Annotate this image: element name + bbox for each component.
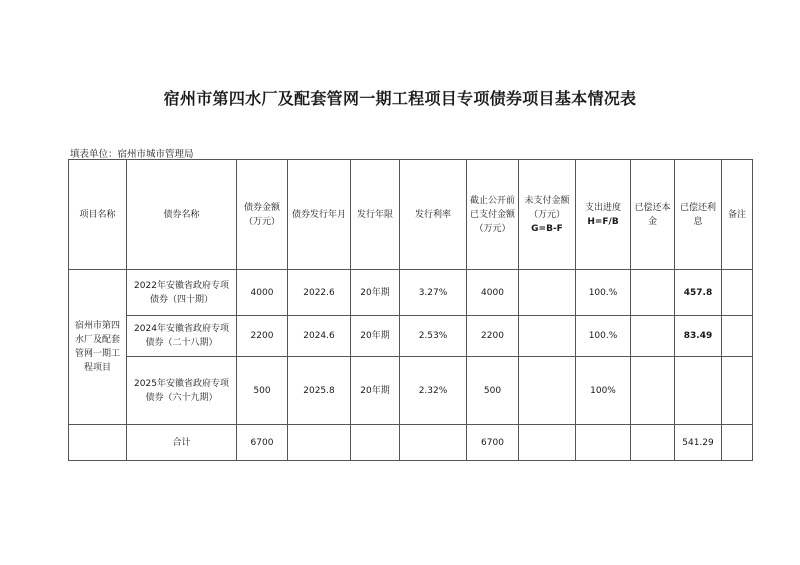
total-empty-cell bbox=[576, 425, 631, 461]
term-cell: 20年期 bbox=[351, 357, 400, 425]
header-repaid-interest: 已偿还利息 bbox=[675, 160, 722, 270]
paid-cell: 500 bbox=[467, 357, 519, 425]
header-unpaid-label: 未支付金额（万元） bbox=[524, 195, 570, 220]
header-progress bbox=[576, 160, 631, 270]
header-bond-amount: 债券金额（万元） bbox=[237, 160, 288, 270]
rate-cell: 2.32% bbox=[400, 357, 467, 425]
header-project-name: 项目名称 bbox=[69, 160, 127, 270]
issue-date-cell: 2024.6 bbox=[288, 316, 351, 357]
total-paid: 6700 bbox=[467, 425, 519, 461]
unpaid-cell bbox=[519, 316, 576, 357]
project-name-cell: 宿州市第四水厂及配套管网一期工程项目 bbox=[69, 270, 127, 425]
table-row bbox=[69, 357, 753, 425]
paid-cell: 2200 bbox=[467, 316, 519, 357]
table-row bbox=[69, 270, 753, 316]
unpaid-cell bbox=[519, 270, 576, 316]
header-progress-formula: H=F/B bbox=[587, 216, 619, 227]
progress-cell: 100% bbox=[576, 357, 631, 425]
principal-cell bbox=[631, 357, 675, 425]
principal-cell bbox=[631, 270, 675, 316]
amount-cell: 2200 bbox=[237, 316, 288, 357]
header-unpaid bbox=[519, 160, 576, 270]
remark-cell bbox=[722, 357, 753, 425]
header-repaid-principal: 已偿还本金 bbox=[631, 160, 675, 270]
amount-cell: 500 bbox=[237, 357, 288, 425]
unpaid-cell bbox=[519, 357, 576, 425]
progress-cell: 100.% bbox=[576, 270, 631, 316]
total-empty-cell bbox=[288, 425, 351, 461]
filling-unit: 填表单位：宿州市城市管理局 bbox=[70, 149, 194, 160]
total-empty-cell bbox=[519, 425, 576, 461]
total-empty-cell bbox=[351, 425, 400, 461]
header-unpaid-formula: G=B-F bbox=[531, 223, 563, 234]
total-label: 合计 bbox=[127, 425, 237, 461]
table-row bbox=[69, 316, 753, 357]
header-term: 发行年限 bbox=[351, 160, 400, 270]
header-issue-date: 债券发行年月 bbox=[288, 160, 351, 270]
rate-cell: 3.27% bbox=[400, 270, 467, 316]
document-title: 宿州市第四水厂及配套管网一期工程项目专项债券项目基本情况表 bbox=[163, 89, 637, 108]
term-cell: 20年期 bbox=[351, 316, 400, 357]
total-empty-cell bbox=[722, 425, 753, 461]
total-empty-cell bbox=[400, 425, 467, 461]
total-empty-cell bbox=[631, 425, 675, 461]
header-paid-before: 截止公开前已支付金额（万元） bbox=[467, 160, 519, 270]
interest-cell: 457.8 bbox=[675, 270, 722, 316]
term-cell: 20年期 bbox=[351, 270, 400, 316]
header-bond-name: 债券名称 bbox=[127, 160, 237, 270]
remark-cell bbox=[722, 270, 753, 316]
rate-cell: 2.53% bbox=[400, 316, 467, 357]
remark-cell bbox=[722, 316, 753, 357]
header-row bbox=[69, 160, 753, 270]
total-row bbox=[69, 425, 753, 461]
total-empty-cell bbox=[69, 425, 127, 461]
paid-cell: 4000 bbox=[467, 270, 519, 316]
issue-date-cell: 2025.8 bbox=[288, 357, 351, 425]
total-amount: 6700 bbox=[237, 425, 288, 461]
total-interest: 541.29 bbox=[675, 425, 722, 461]
interest-cell bbox=[675, 357, 722, 425]
header-progress-label: 支出进度 bbox=[584, 202, 621, 213]
bond-info-table bbox=[68, 159, 753, 461]
bond-name-cell: 2024年安徽省政府专项债券（二十八期） bbox=[127, 316, 237, 357]
issue-date-cell: 2022.6 bbox=[288, 270, 351, 316]
principal-cell bbox=[631, 316, 675, 357]
amount-cell: 4000 bbox=[237, 270, 288, 316]
progress-cell: 100.% bbox=[576, 316, 631, 357]
interest-cell: 83.49 bbox=[675, 316, 722, 357]
bond-name-cell: 2022年安徽省政府专项债券（四十期） bbox=[127, 270, 237, 316]
header-rate: 发行利率 bbox=[400, 160, 467, 270]
header-remark: 备注 bbox=[722, 160, 753, 270]
bond-name-cell: 2025年安徽省政府专项债券（六十九期） bbox=[127, 357, 237, 425]
